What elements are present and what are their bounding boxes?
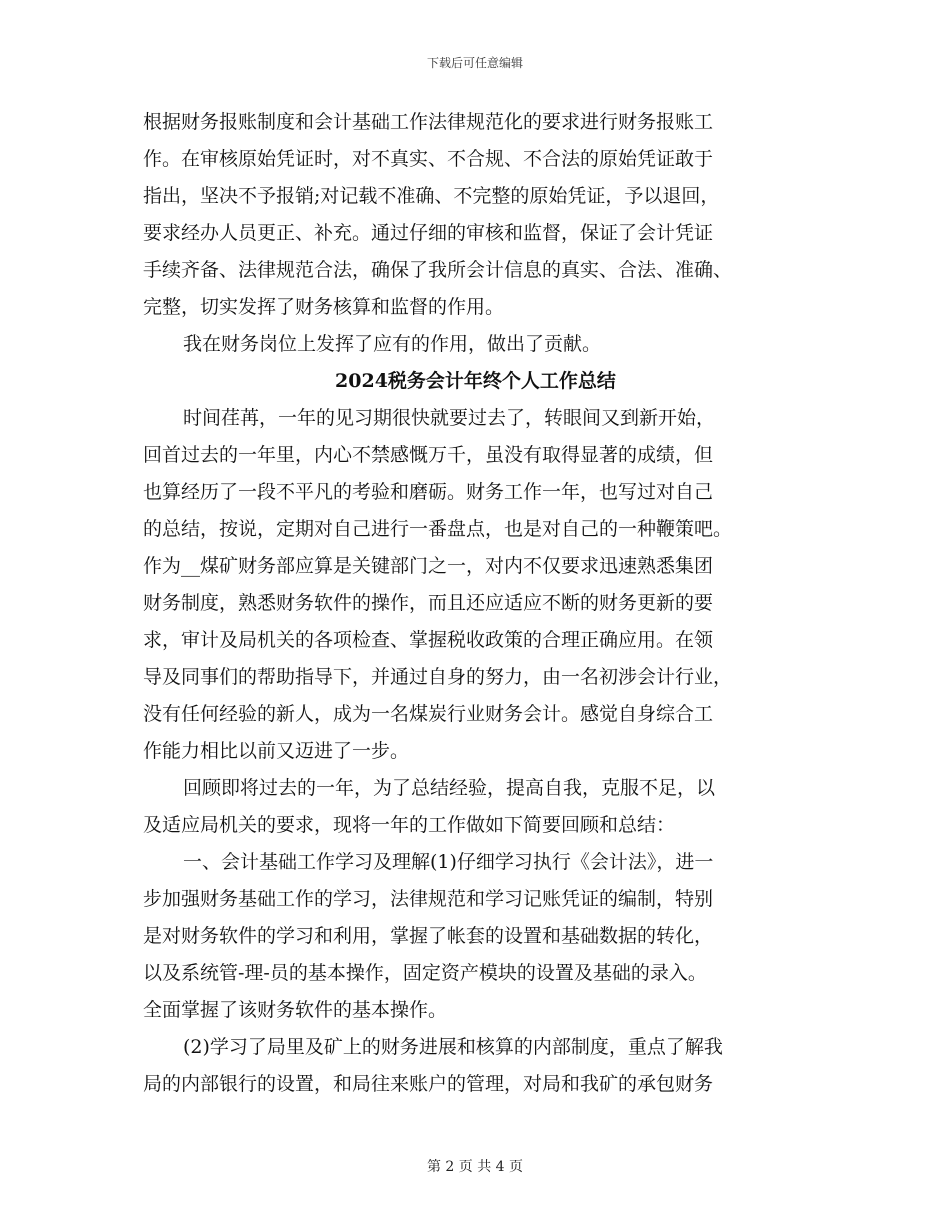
text-line: 以及系统管-理-员的基本操作，固定资产模块的设置及基础的录入。 [143, 962, 707, 984]
section-title: 2024税务会计年终个人工作总结 [335, 370, 616, 392]
page-header: 下载后可任意编辑 [426, 56, 523, 70]
text-line: 作能力相比以前又迈进了一步。 [143, 740, 410, 762]
text-line: 及适应局机关的要求，现将一年的工作做如下简要回顾和总结： [143, 814, 676, 836]
text-line: 作为__煤矿财务部应算是关键部门之一，对内不仅要求迅速熟悉集团 [143, 555, 714, 577]
text-line: 的总结，按说，定期对自己进行一番盘点，也是对自己的一种鞭策吧。 [143, 518, 733, 540]
text-line: 手续齐备、法律规范合法，确保了我所会计信息的真实、合法、准确、 [143, 259, 733, 281]
text-line: 回首过去的一年里，内心不禁感慨万千，虽没有取得显著的成绩，但 [143, 444, 714, 466]
text-line: 作。在审核原始凭证时，对不真实、不合规、不合法的原始凭证敢于 [143, 148, 714, 170]
text-line: 局的内部银行的设置，和局往来账户的管理，对局和我矿的承包财务 [143, 1073, 714, 1095]
text-line: 要求经办人员更正、补充。通过仔细的审核和监督，保证了会计凭证 [143, 222, 714, 244]
text-line: 回顾即将过去的一年，为了总结经验，提高自我，克服不足，以 [183, 777, 716, 799]
text-line: 时间荏苒，一年的见习期很快就要过去了，转眼间又到新开始， [183, 407, 716, 429]
text-line: 是对财务软件的学习和利用，掌握了帐套的设置和基础数据的转化， [143, 925, 714, 947]
text-line: 根据财务报账制度和会计基础工作法律规范化的要求进行财务报账工 [143, 111, 714, 133]
page-footer: 第 2 页 共 4 页 [426, 1159, 524, 1175]
text-line: (2)学习了局里及矿上的财务进展和核算的内部制度，重点了解我 [183, 1036, 723, 1058]
text-line: 求，审计及局机关的各项检查、掌握税收政策的合理正确应用。在领 [143, 629, 714, 651]
text-line: 财务制度，熟悉财务软件的操作，而且还应适应不断的财务更新的要 [143, 592, 714, 614]
text-line: 指出，坚决不予报销;对记载不准确、不完整的原始凭证，予以退回， [143, 185, 720, 207]
text-line: 我在财务岗位上发挥了应有的作用，做出了贡献。 [183, 333, 602, 355]
text-line: 导及同事们的帮助指导下，并通过自身的努力，由一名初涉会计行业， [143, 666, 733, 688]
text-line: 完整，切实发挥了财务核算和监督的作用。 [143, 296, 505, 318]
document-body [143, 104, 808, 1103]
text-line: 一、会计基础工作学习及理解(1)仔细学习执行《会计法》，进一 [183, 851, 714, 873]
text-line: 全面掌握了该财务软件的基本操作。 [143, 999, 448, 1021]
text-line: 也算经历了一段不平凡的考验和磨砺。财务工作一年，也写过对自己 [143, 481, 714, 503]
text-line: 没有任何经验的新人，成为一名煤炭行业财务会计。感觉自身综合工 [143, 703, 714, 725]
text-line: 步加强财务基础工作的学习，法律规范和学习记账凭证的编制，特别 [143, 888, 714, 910]
